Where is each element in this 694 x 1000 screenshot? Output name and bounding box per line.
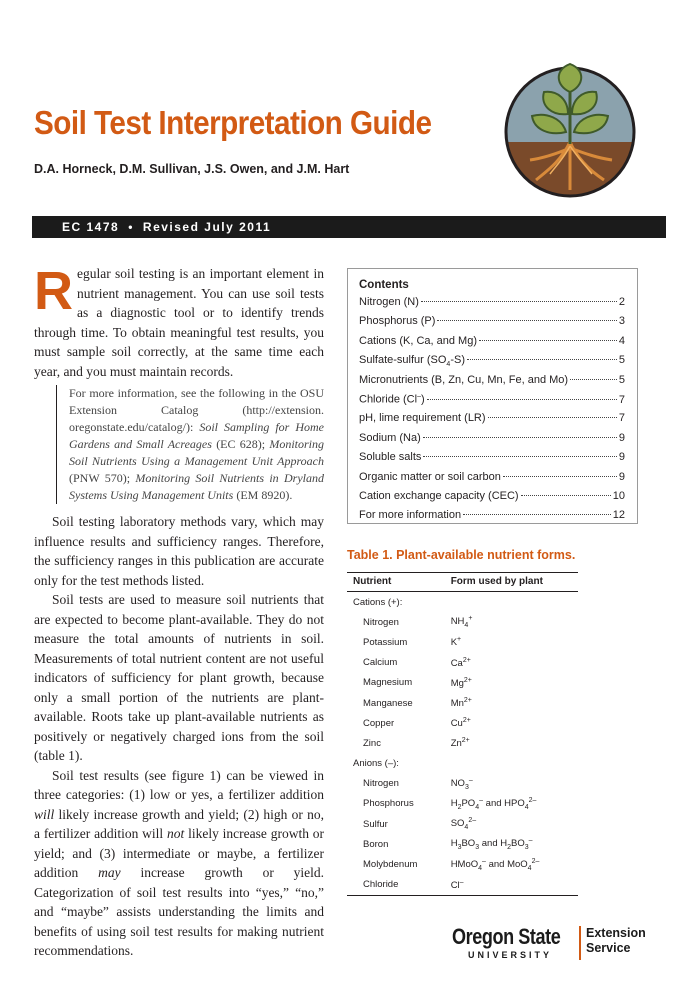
note-intro: For more information, see the following in the OSU Extension Catalog (http://extension. oregonstate.edu/catalog/): — [69, 386, 324, 434]
leader-dots — [437, 320, 616, 321]
drop-cap: R — [34, 261, 73, 321]
contents-item-page: 5 — [618, 373, 625, 386]
service-line: Service — [586, 941, 631, 955]
contents-item — [359, 393, 625, 412]
contents-item-label: Sodium (Na) — [359, 431, 421, 444]
nutrient-name: Nitrogen — [363, 778, 399, 790]
table-row — [347, 794, 578, 814]
contents-item-label: Cation exchange capacity (CEC) — [359, 489, 519, 502]
column-header-nutrient: Nutrient — [347, 573, 445, 592]
paragraph-text: likely increase growth or yield; and (3) intermediate or maybe, a fertilizer addition — [34, 826, 325, 880]
table-row — [347, 774, 578, 794]
note-ref-title: Monitoring Soil Nutrients in Dryland Systems Using Management Units — [69, 471, 324, 502]
plant-form: K+ — [450, 636, 462, 649]
nutrient-name: Phosphorus — [363, 798, 414, 810]
note-ref-code: (EC 628); — [216, 437, 266, 451]
plant-form: HMoO$_4$– and MoO$_4^{2-}$ — [450, 857, 540, 872]
contents-item-label: Cations (K, Ca, and Mg) — [359, 334, 477, 347]
nutrient-name: Calcium — [363, 657, 398, 669]
publication-bar — [32, 216, 666, 238]
authors-line: D.A. Horneck, D.M. Sullivan, J.S. Owen, and J.M. Hart — [34, 162, 350, 176]
leader-dots — [570, 379, 617, 380]
more-info-note — [56, 385, 324, 504]
contents-item-label: Soluble salts — [359, 451, 422, 464]
university-name: Oregon State — [452, 924, 561, 949]
contents-item-page: 9 — [618, 451, 625, 464]
leader-dots — [427, 399, 617, 400]
contents-item — [359, 471, 625, 490]
nutrient-name: Magnesium — [363, 677, 413, 689]
leader-dots — [423, 437, 617, 438]
contents-item — [359, 451, 625, 470]
contents-item — [359, 315, 625, 334]
nutrient-name: Copper — [363, 717, 395, 729]
emphasis-text: not — [167, 826, 185, 841]
note-ref-title: Monitoring Soil Nutrients Using a Management Unit Approach — [69, 437, 325, 468]
contents-item-label: Sulfate-sulfur $(SO_4-S)$ — [359, 354, 465, 369]
extension-service — [586, 926, 646, 956]
table-row — [347, 875, 578, 896]
contents-item-page: 12 — [612, 509, 625, 522]
contents-item-label: For more information — [359, 509, 462, 522]
plant-form: $Mn^{2+}$ — [450, 696, 472, 710]
separator-bullet: • — [128, 220, 134, 234]
contents-item — [359, 490, 625, 509]
column-header-form: Form used by plant — [445, 573, 578, 592]
leader-dots — [467, 359, 617, 360]
contents-item-page: 3 — [618, 315, 625, 328]
revision-date: Revised July 2011 — [142, 220, 272, 234]
nutrient-forms-table — [347, 572, 578, 896]
table-row — [347, 733, 578, 753]
contents-item-label: Nitrogen (N) — [359, 296, 419, 308]
table-row — [347, 693, 578, 713]
leader-dots — [521, 495, 611, 496]
leader-dots — [503, 476, 617, 477]
university-word: UNIVERSITY — [468, 950, 553, 960]
nutrient-name: Sulfur — [363, 818, 388, 830]
emphasis-text: may — [98, 865, 121, 880]
contents-item — [359, 509, 625, 528]
table-row — [347, 713, 578, 733]
table-row — [347, 653, 578, 673]
ion-group-label: Anions (–): — [353, 758, 399, 770]
contents-item — [359, 335, 625, 354]
nutrient-name: Zinc — [363, 737, 381, 749]
table-group-row — [347, 592, 578, 613]
plant-form: $NH_4^+$ — [450, 615, 473, 630]
note-ref-code: (PNW 570); — [69, 471, 131, 485]
leader-dots — [479, 340, 617, 341]
contents-item-page: 9 — [618, 470, 625, 483]
contents-item-page: 5 — [618, 354, 625, 367]
leader-dots — [463, 514, 611, 515]
plant-form: $H_3BO_3$ and $H_2BO_3^-$ — [450, 837, 533, 852]
contents-item-page: 7 — [618, 393, 625, 406]
plant-soil-logo-icon — [500, 62, 640, 202]
publication-number: EC 1478 — [62, 220, 120, 234]
plant-form: $Mg^{2+}$ — [450, 676, 472, 689]
leader-dots — [421, 301, 617, 302]
contents-item-page: 10 — [612, 489, 625, 502]
nutrient-name: Nitrogen — [363, 616, 399, 628]
contents-item-page: 9 — [618, 431, 625, 444]
table-body — [347, 592, 578, 896]
leader-dots — [423, 456, 617, 457]
contents-item-page: 4 — [618, 334, 625, 347]
categories-paragraph — [34, 766, 324, 961]
body-text-column — [34, 261, 325, 961]
contents-item-label: Organic matter or soil carbon — [359, 470, 501, 483]
contents-item — [359, 432, 625, 451]
intro-paragraph — [34, 261, 324, 381]
table-row — [347, 814, 578, 834]
plant-form: $SO_4^{2-}$ — [450, 817, 477, 832]
methods-paragraph: Soil testing laboratory methods vary, which may influence results and sufficiency ranges. Therefore, the sufficiency ranges in this publication are accurate only for the test methods listed. — [34, 514, 324, 588]
contents-item — [359, 296, 625, 315]
contents-item — [359, 354, 625, 373]
nutrient-name: Potassium — [363, 636, 408, 648]
nutrient-name: Boron — [363, 838, 389, 850]
contents-item — [359, 412, 625, 431]
contents-box — [347, 268, 638, 524]
nutrients-paragraph: Soil tests are used to measure soil nutrients that are expected to become plant-available. They do not measure the total amounts of nutrients in soil. Measurements of total nutrient content are not useful indicators of sufficiency for plant growth, because only a small portion of the nutrients are plant-available. Roots take up plant-available nutrients as positively or negatively charged ions from the soil (table 1). — [34, 592, 324, 763]
logo-divider — [579, 926, 581, 960]
table-group-row — [347, 754, 578, 774]
contents-item-page: 2 — [618, 296, 625, 308]
plant-form: $Ca^{2+}$ — [450, 656, 471, 669]
nutrient-name: Chloride — [347, 875, 445, 896]
osu-extension-logo — [452, 924, 652, 964]
contents-item-label: Micronutrients (B, Zn, Cu, Mn, Fe, and Mo) — [359, 373, 569, 386]
note-ref-title: Soil Sampling for Home Gardens and Small Acreages — [69, 420, 324, 451]
contents-item-page: 7 — [618, 412, 625, 425]
table-row — [347, 673, 578, 693]
plant-form: $NO_3^-$ — [450, 776, 473, 791]
emphasis-text: will — [34, 806, 55, 822]
note-ref-code: (EM 8920). — [236, 488, 293, 502]
table-title: Table 1. Plant-available nutrient forms. — [347, 548, 576, 562]
document-title: Soil Test Interpretation Guide — [34, 104, 432, 141]
paragraph-text: increase growth or yield. Categorization of soil test results into “yes,” “no,” and “maybe” assists understanding the limits and benefits of using soil test results for making nutrient recommendations. — [34, 865, 325, 958]
contents-list — [359, 296, 625, 529]
intro-text: egular soil testing is an important element in nutrient management. You can use soil tests as a diagnostic tool or to identify trends through time. To obtain meaningful test results, you must sample soil correctly, at the same time each year, and you must maintain records. — [34, 266, 324, 379]
plant-form: Cl– — [445, 875, 578, 896]
contents-item — [359, 374, 625, 393]
table-row — [347, 854, 578, 874]
plant-form: $H_2PO_4^-$ and $HPO_4^{2-}$ — [450, 796, 537, 811]
table-row — [347, 834, 578, 854]
contents-item-label: Chloride (Cl–) — [359, 392, 425, 406]
ion-group-label: Cations (+): — [353, 596, 403, 608]
plant-form: $Cu^{2+}$ — [450, 717, 471, 730]
plant-form: $Zn^{2+}$ — [450, 737, 470, 750]
leader-dots — [488, 417, 617, 418]
nutrient-name: Molybdenum — [363, 859, 418, 871]
contents-item-label: pH, lime requirement (LR) — [359, 412, 486, 425]
contents-title: Contents — [359, 279, 409, 291]
nutrient-name: Manganese — [363, 697, 413, 709]
table-header-row — [347, 573, 578, 592]
table-row — [347, 612, 578, 632]
table-row — [347, 632, 578, 652]
contents-item-label: Phosphorus (P) — [359, 315, 436, 328]
paragraph-text: likely increase growth and yield; (2) high or no, a fertilizer addition will — [34, 806, 325, 841]
extension-line: Extension — [586, 926, 646, 940]
paragraph-text: Soil test results (see figure 1) can be viewed in three categories: (1) low or yes, a fertilizer addition — [34, 767, 324, 802]
